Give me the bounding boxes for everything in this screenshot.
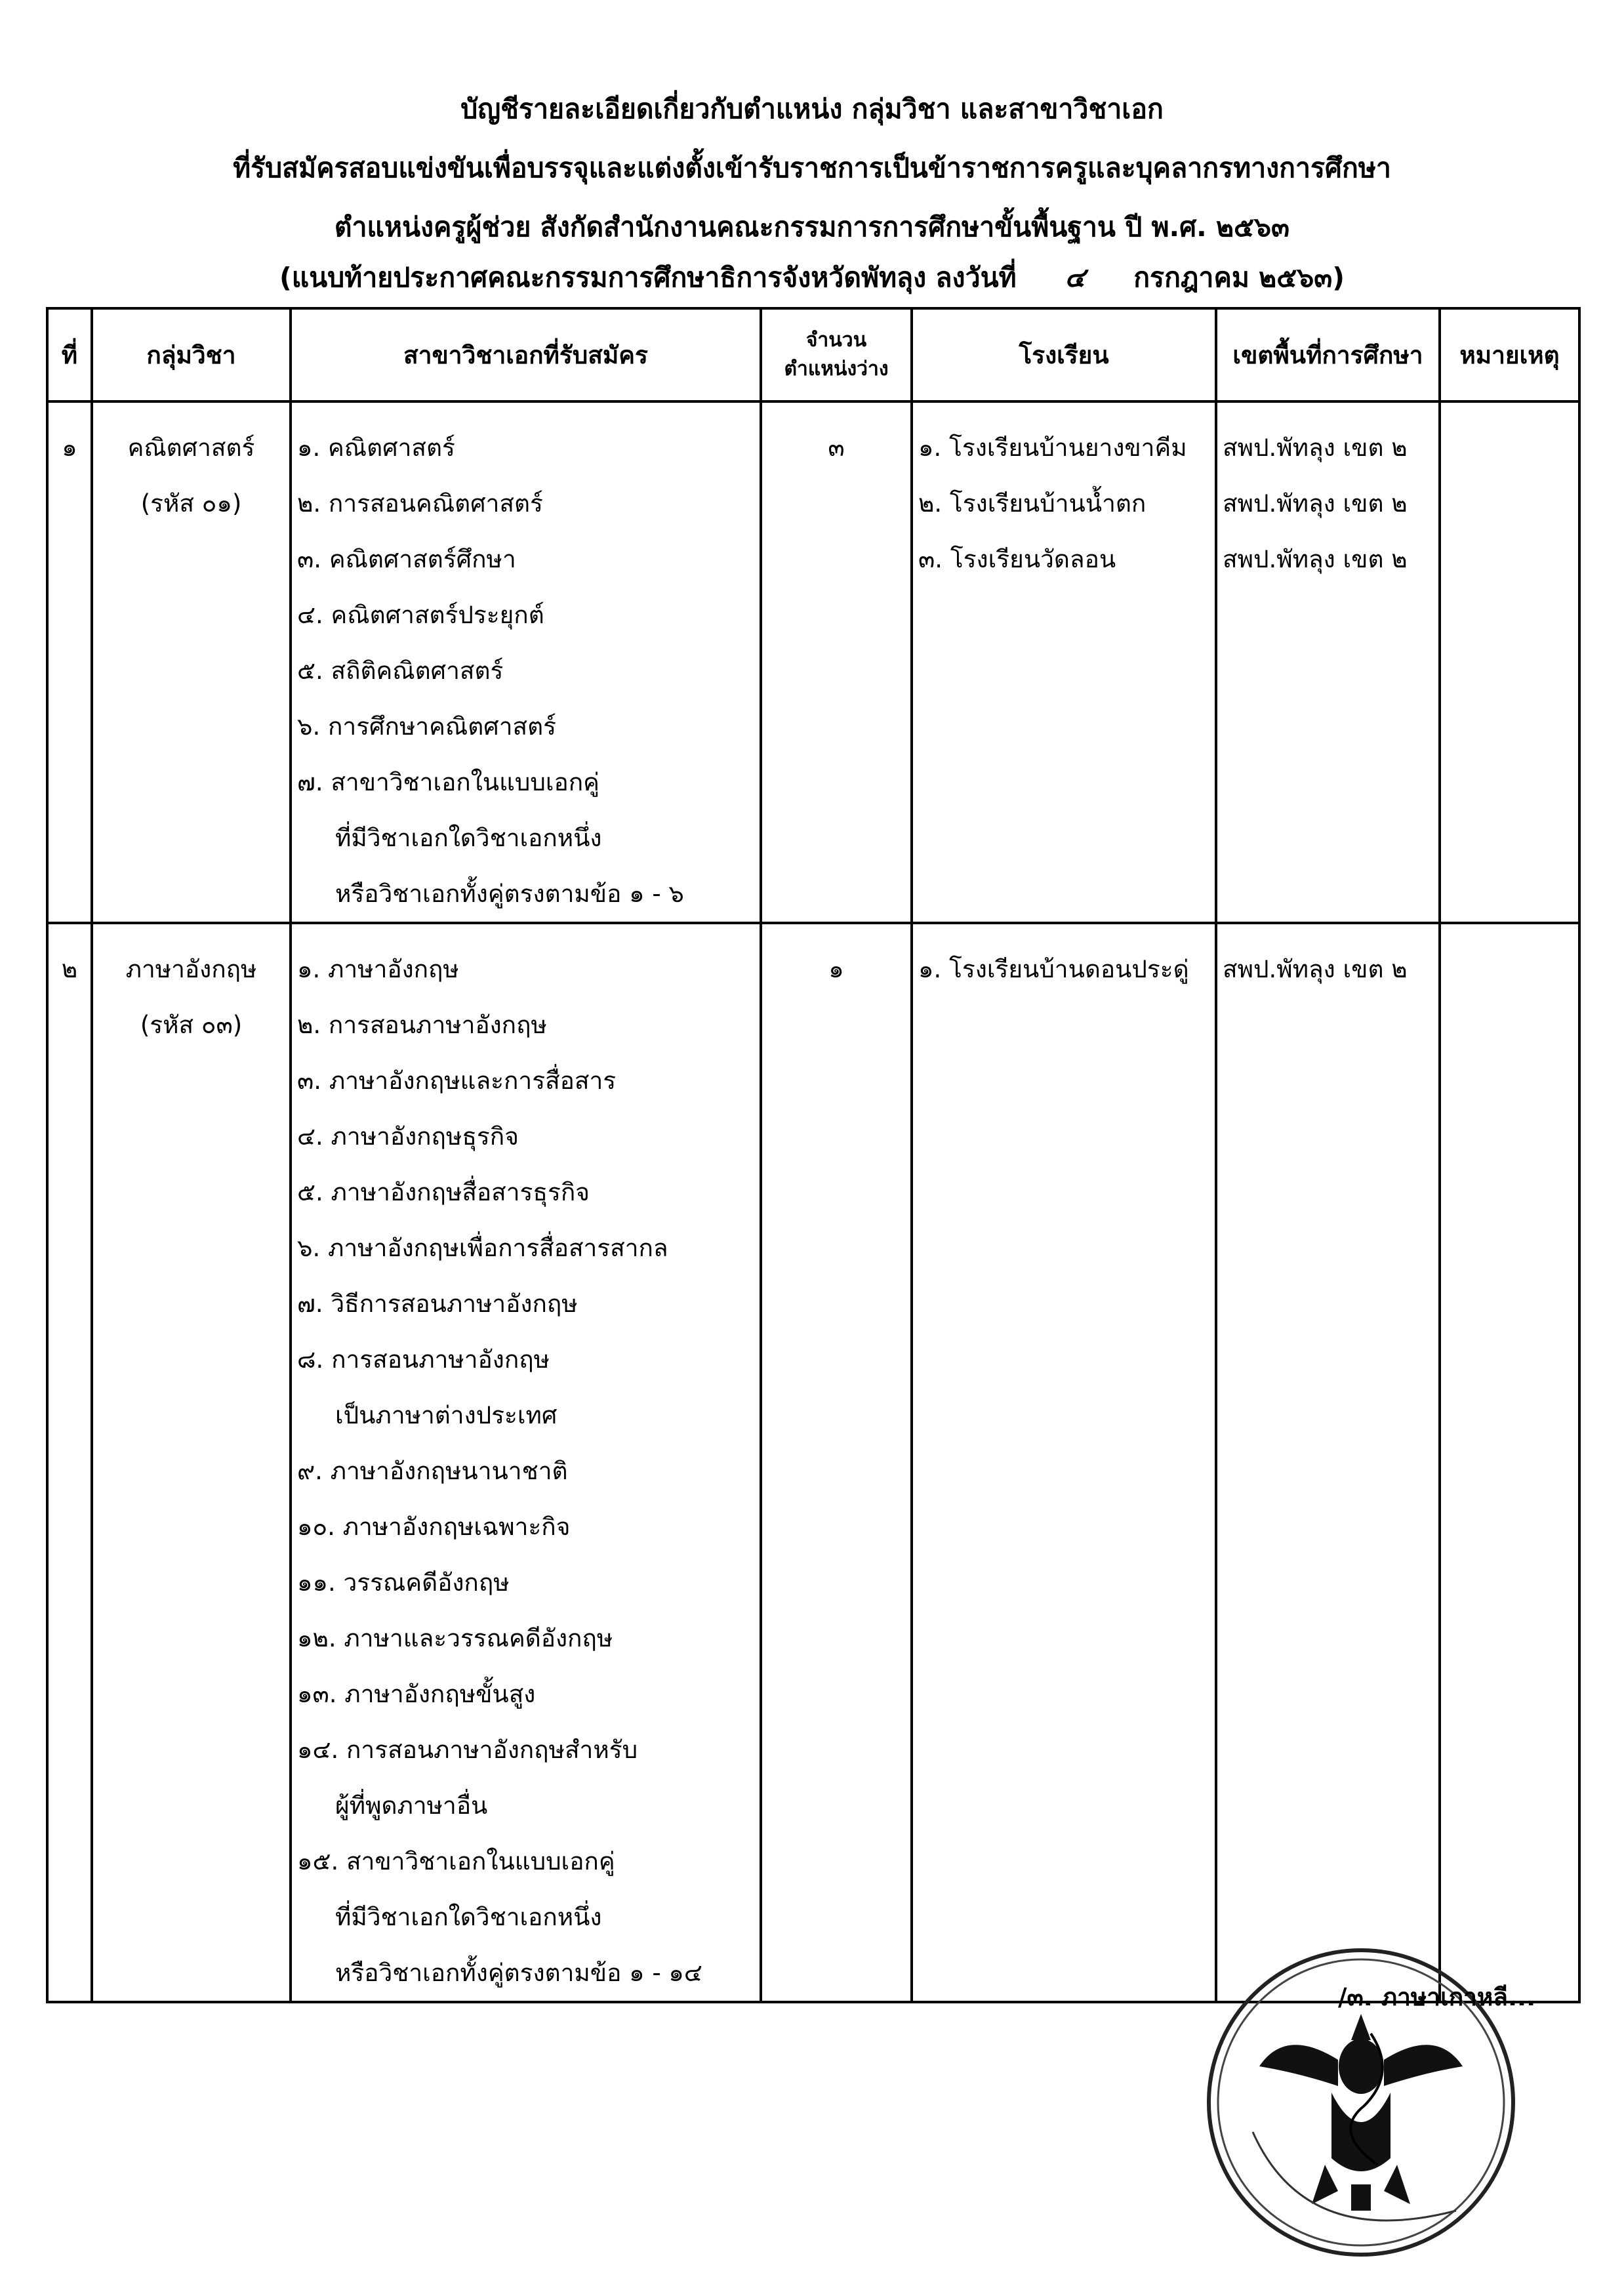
row-no: ๑ (47, 401, 92, 923)
list-item: เป็นภาษาต่างประเทศ (335, 1401, 558, 1429)
header-group: กลุ่มวิชา (92, 308, 291, 401)
list-item: ๑๓. ภาษาอังกฤษขั้นสูง (297, 1680, 536, 1708)
list-item: ๑. คณิตศาสตร์ (297, 434, 455, 462)
list-item: หรือวิชาเอกทั้งคู่ตรงตามข้อ ๑ - ๖ (335, 880, 684, 908)
row-remark (1440, 401, 1579, 923)
row-vacancies: ๑ (761, 923, 912, 2002)
row-schools (912, 401, 1216, 923)
header-remark: หมายเหตุ (1440, 308, 1579, 401)
list-item: สพป.พัทลุง เขต ๒ (1223, 545, 1408, 573)
row-areas (1216, 923, 1440, 2002)
table-row (47, 401, 1579, 923)
list-item: ๑. ภาษาอังกฤษ (297, 955, 459, 983)
row-areas (1216, 401, 1440, 923)
continuation-note: /๓. ภาษาเกาหลี... (1338, 1983, 1536, 2011)
list-item: ที่มีวิชาเอกใดวิชาเอกหนึ่ง (335, 1903, 602, 1931)
announcement-line (0, 258, 1624, 297)
row-majors (291, 401, 761, 923)
row-no: ๒ (47, 923, 92, 2002)
list-item: ๙. ภาษาอังกฤษนานาชาติ (297, 1457, 568, 1485)
list-item: ๕. ภาษาอังกฤษสื่อสารธุรกิจ (297, 1178, 590, 1206)
list-item: ๑๒. ภาษาและวรรณคดีอังกฤษ (297, 1624, 613, 1652)
header-no: ที่ (47, 308, 92, 401)
list-item: ๑๔. การสอนภาษาอังกฤษสำหรับ (297, 1736, 638, 1764)
list-item: ๖. ภาษาอังกฤษเพื่อการสื่อสารสากล (297, 1234, 668, 1262)
list-item: ผู้ที่พูดภาษาอื่น (335, 1791, 488, 1820)
list-item: หรือวิชาเอกทั้งคู่ตรงตามข้อ ๑ - ๑๔ (335, 1959, 702, 1987)
list-item: ๑๑. วรรณคดีอังกฤษ (297, 1568, 510, 1597)
list-item: ๗. วิธีการสอนภาษาอังกฤษ (297, 1290, 578, 1318)
header-vacancies (761, 308, 912, 401)
position-line: ตำแหน่งครูผู้ช่วย สังกัดสำนักงานคณะกรรมการการศึกษาขั้นพื้นฐาน ปี พ.ศ. ๒๕๖๓ (334, 211, 1290, 243)
row-group (92, 401, 291, 923)
positions-table (46, 307, 1581, 2003)
list-item: ๓. คณิตศาสตร์ศึกษา (297, 545, 516, 573)
group-code: (รหัส ๐๓) (140, 1011, 243, 1039)
table-header-row (47, 308, 1579, 401)
row-majors (291, 923, 761, 2002)
announcement-prefix: (แนบท้ายประกาศคณะกรรมการศึกษาธิการจังหวัดพัทลุง ลงวันที่ (279, 262, 1017, 293)
list-item: ๔. ภาษาอังกฤษธุรกิจ (297, 1122, 519, 1151)
list-item: ๓. โรงเรียนวัดลอน (918, 545, 1116, 573)
list-item: ๒. การสอนคณิตศาสตร์ (297, 489, 543, 518)
document-title: บัญชีรายละเอียดเกี่ยวกับตำแหน่ง กลุ่มวิชา และสาขาวิชาเอก (460, 93, 1164, 125)
list-item: ๖. การศึกษาคณิตศาสตร์ (297, 712, 556, 741)
group-code: (รหัส ๐๑) (140, 489, 242, 518)
row-schools (912, 923, 1216, 2002)
row-vacancies: ๓ (761, 401, 912, 923)
header-vacancies-line2: ตำแหน่งว่าง (784, 358, 889, 380)
list-item: ๗. สาขาวิชาเอกในแบบเอกคู่ (297, 768, 599, 796)
document-subtitle: ที่รับสมัครสอบแข่งขันเพื่อบรรจุและแต่งตั้งเข้ารับราชการเป็นข้าราชการครูและบุคลากรทางการศึกษา (233, 152, 1391, 184)
row-remark (1440, 923, 1579, 2002)
list-item: ๒. การสอนภาษาอังกฤษ (297, 1011, 547, 1039)
list-item: ๕. สถิติคณิตศาสตร์ (297, 657, 504, 685)
announcement-day: ๔ (1065, 262, 1086, 293)
group-name: คณิตศาสตร์ (127, 434, 255, 462)
list-item: ๑๕. สาขาวิชาเอกในแบบเอกคู่ (297, 1847, 615, 1875)
row-group (92, 923, 291, 2002)
list-item: สพป.พัทลุง เขต ๒ (1223, 489, 1408, 518)
header-vacancies-line1: จำนวน (805, 329, 867, 352)
list-item: ๑. โรงเรียนบ้านยางขาคีม (918, 434, 1187, 462)
list-item: สพป.พัทลุง เขต ๒ (1223, 955, 1408, 983)
header-area: เขตพื้นที่การศึกษา (1216, 308, 1440, 401)
announcement-suffix: กรกฎาคม ๒๕๖๓) (1133, 262, 1345, 293)
header-school: โรงเรียน (912, 308, 1216, 401)
list-item: ที่มีวิชาเอกใดวิชาเอกหนึ่ง (335, 824, 602, 852)
garuda-emblem-icon (1259, 2014, 1463, 2211)
list-item: ๓. ภาษาอังกฤษและการสื่อสาร (297, 1067, 617, 1095)
list-item: ๑. โรงเรียนบ้านดอนประดู่ (918, 955, 1189, 983)
header-majors: สาขาวิชาเอกที่รับสมัคร (291, 308, 761, 401)
list-item: ๒. โรงเรียนบ้านน้ำตก (918, 489, 1147, 518)
list-item: ๔. คณิตศาสตร์ประยุกต์ (297, 601, 544, 629)
list-item: สพป.พัทลุง เขต ๒ (1223, 434, 1408, 462)
table-row (47, 923, 1579, 2002)
group-name: ภาษาอังกฤษ (125, 955, 257, 983)
list-item: ๑๐. ภาษาอังกฤษเฉพาะกิจ (297, 1513, 571, 1541)
list-item: ๘. การสอนภาษาอังกฤษ (297, 1345, 550, 1374)
